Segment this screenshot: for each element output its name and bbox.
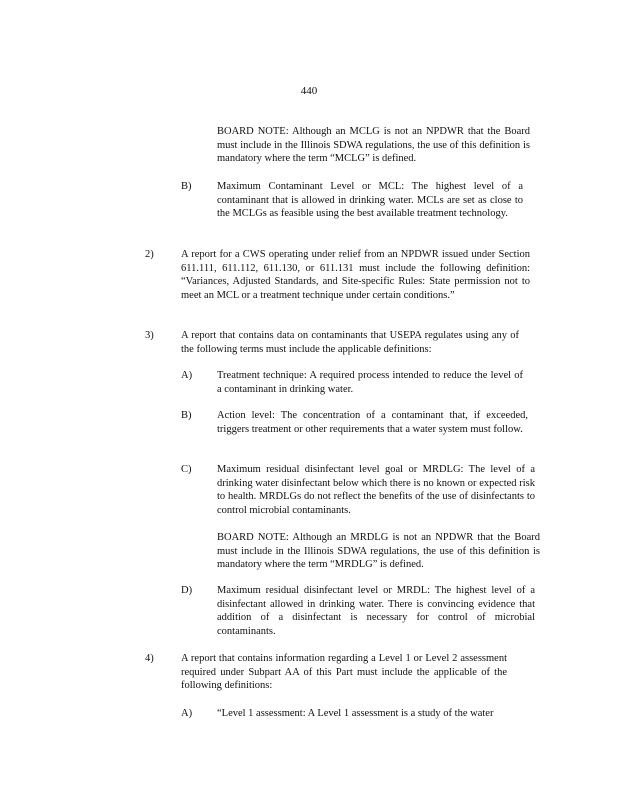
board-note-mrdlg: BOARD NOTE: Although an MRDLG is not an NPDWR that the Board must include in the Illinois SDWA regulations, the use of this definition is mandatory where the term “MRDLG” is defined. (217, 532, 540, 571)
board-note-mclg: BOARD NOTE: Although an MCLG is not an NPDWR that the Board must include in the Illinois SDWA regulations, the use of this definition is mandatory where the term “MCLG” is defined. (217, 126, 530, 165)
item-3c-marker: C) (181, 464, 192, 475)
item-3-marker: 3) (145, 330, 154, 341)
item-3a-treatment-technique: Treatment technique: A required process intended to reduce the level of a contaminant in drinking water. (217, 370, 523, 395)
item-2-marker: 2) (145, 249, 154, 260)
item-4-assessment-definitions: A report that contains information regarding a Level 1 or Level 2 assessment required under Subpart AA of this Part must include the applicable of the following definitions: (181, 653, 507, 692)
item-3d-mrdl-definition: Maximum residual disinfectant level or MRDL: The highest level of a disinfectant allowed in drinking water. There is convincing evidence that addition of a disinfectant is necessary for control of microbial contaminants. (217, 585, 535, 637)
item-2-variances-definition: A report for a CWS operating under relief from an NPDWR issued under Section 611.111, 611.112, 611.130, or 611.131 must include the following definition: “Variances, Adjusted Standards, and Site-specific Rules: State permission not to meet an MCL or a treatment technique under certain conditions.” (181, 249, 530, 301)
page-number: 440 (300, 85, 318, 97)
item-4a-marker: A) (181, 708, 193, 719)
item-3a-marker: A) (181, 370, 193, 381)
item-4a-level-1-assessment: “Level 1 assessment: A Level 1 assessment is a study of the water (217, 708, 494, 719)
item-3b-marker: B) (181, 410, 192, 421)
item-b-mcl-definition: Maximum Contaminant Level or MCL: The highest level of a contaminant that is allowed in drinking water. MCLs are set as close to the MCLGs as feasible using the best available treatment technology. (217, 181, 523, 220)
item-3-contaminant-terms: A report that contains data on contaminants that USEPA regulates using any of the following terms must include the applicable definitions: (181, 330, 519, 355)
item-3b-action-level: Action level: The concentration of a contaminant that, if exceeded, triggers treatment or other requirements that a water system must follow. (217, 410, 528, 435)
item-b-marker: B) (181, 181, 192, 192)
item-3d-marker: D) (181, 585, 193, 596)
item-4-marker: 4) (145, 653, 154, 664)
item-3c-mrdlg-definition: Maximum residual disinfectant level goal or MRDLG: The level of a drinking water disinfectant below which there is no known or expected risk to health. MRDLGs do not reflect the benefits of the use of disinfectants to control microbial contaminants. (217, 464, 535, 516)
